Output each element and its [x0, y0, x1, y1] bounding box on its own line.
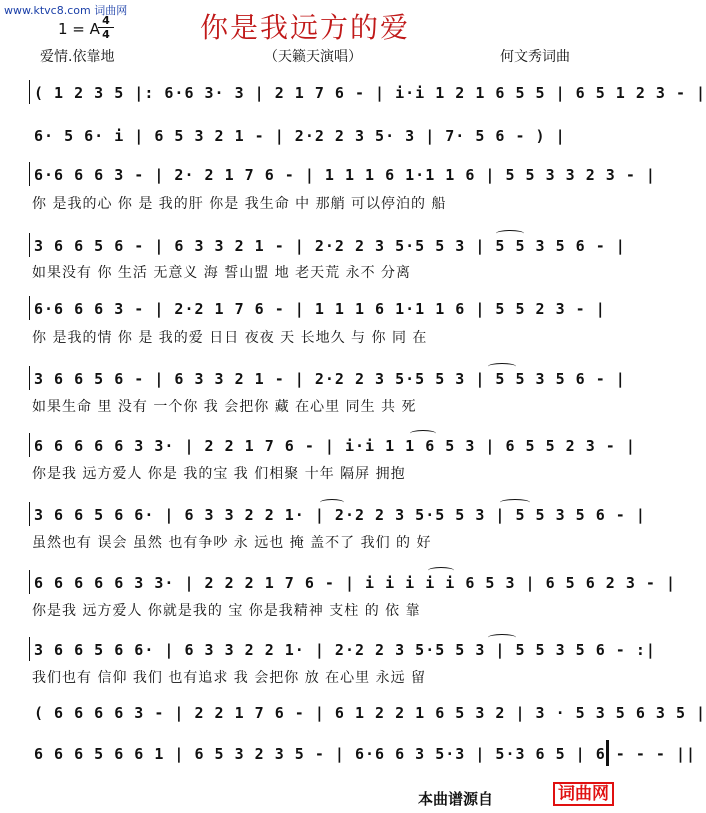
barline [29, 233, 30, 257]
notation-row: 6 6 6 6 6 3 3· | 2 2 1 7 6 - | i·i 1 1 6 5 3 | 6 5 5 2 3 - | [34, 437, 636, 455]
slur [500, 499, 530, 506]
lyrics-row: 你是我 远方爱人 你是 我的宝 我 们相聚 十年 隔屏 拥抱 [32, 466, 406, 482]
source-text: 本曲谱源自 [418, 790, 494, 808]
key-signature: 1 = A [58, 20, 100, 38]
notation-row: 3 6 6 5 6 - | 6 3 3 2 1 - | 2·2 2 3 5·5 5 3 | 5 5 3 5 6 - | [34, 237, 626, 255]
slur [488, 363, 516, 370]
notation-row: 3 6 6 5 6 - | 6 3 3 2 1 - | 2·2 2 3 5·5 5 3 | 5 5 3 5 6 - | [34, 370, 626, 388]
barline [29, 80, 30, 104]
notation-row: 6 6 6 6 6 3 3· | 2 2 2 1 7 6 - | i i i i i 6 5 3 | 6 5 6 2 3 - | [34, 574, 676, 592]
barline [29, 637, 30, 661]
notation-row: 6· 5 6· i | 6 5 3 2 1 - | 2·2 2 3 5· 3 | 7· 5 6 - ) | [34, 127, 566, 145]
barline [29, 296, 30, 320]
barline [29, 502, 30, 526]
album-label: 爱情.依靠地 [40, 49, 115, 65]
time-top: 4 [102, 14, 110, 27]
barline [29, 570, 30, 594]
notation-row: ( 6 6 6 6 3 - | 2 2 1 7 6 - | 6 1 2 2 1 6 5 3 2 | 3 · 5 3 5 6 3 5 | [34, 704, 706, 722]
song-title: 你是我远方的爱 [200, 11, 411, 44]
notation-row: 6 6 6 5 6 6 1 | 6 5 3 2 3 5 - | 6·6 6 3 5·3 | 5·3 6 5 | 6 - - - || [34, 745, 697, 763]
site-url[interactable]: www.ktvc8.com 词曲网 [4, 4, 128, 17]
lyrics-row: 虽然也有 误会 虽然 也有争吵 永 远也 掩 盖不了 我们 的 好 [32, 535, 432, 551]
time-signature [98, 15, 114, 40]
barline [29, 433, 30, 457]
slur [488, 634, 516, 641]
lyrics-row: 如果生命 里 没有 一个你 我 会把你 藏 在心里 同生 共 死 [32, 399, 417, 415]
time-bottom: 4 [102, 28, 110, 41]
singer-label: （天籁天演唱） [264, 49, 362, 65]
site-logo[interactable]: 词曲网 [553, 782, 614, 806]
lyrics-row: 我们也有 信仰 我们 也有追求 我 会把你 放 在心里 永远 留 [32, 670, 427, 686]
notation-row: 6·6 6 6 3 - | 2·2 1 7 6 - | 1 1 1 6 1·1 1 6 | 5 5 2 3 - | [34, 300, 606, 318]
lyrics-row: 你 是我的心 你 是 我的肝 你是 我生命 中 那艄 可以停泊的 船 [32, 196, 447, 212]
slur [410, 430, 436, 437]
barline [29, 162, 30, 186]
credits-label: 何文秀词曲 [500, 49, 570, 65]
lyrics-row: 你 是我的情 你 是 我的爱 日日 夜夜 天 长地久 与 你 同 在 [32, 330, 428, 346]
notation-row: 3 6 6 5 6 6· | 6 3 3 2 2 1· | 2·2 2 3 5·5 5 3 | 5 5 3 5 6 - :| [34, 641, 656, 659]
notation-row: ( 1 2 3 5 |: 6·6 3· 3 | 2 1 7 6 - | i·i 1 2 1 6 5 5 | 6 5 1 2 3 - | [34, 84, 706, 102]
barline [29, 366, 30, 390]
slur [428, 567, 454, 574]
notation-row: 6·6 6 6 3 - | 2· 2 1 7 6 - | 1 1 1 6 1·1 1 6 | 5 5 3 3 2 3 - | [34, 166, 656, 184]
lyrics-row: 如果没有 你 生活 无意义 海 誓山盟 地 老天荒 永不 分离 [32, 265, 412, 281]
slur [496, 230, 524, 237]
notation-row: 3 6 6 5 6 6· | 6 3 3 2 2 1· | 2·2 2 3 5·5 5 3 | 5 5 3 5 6 - | [34, 506, 646, 524]
lyrics-row: 你是我 远方爱人 你就是我的 宝 你是我精神 支柱 的 依 靠 [32, 603, 421, 619]
final-barline [606, 740, 609, 766]
slur [320, 499, 344, 506]
